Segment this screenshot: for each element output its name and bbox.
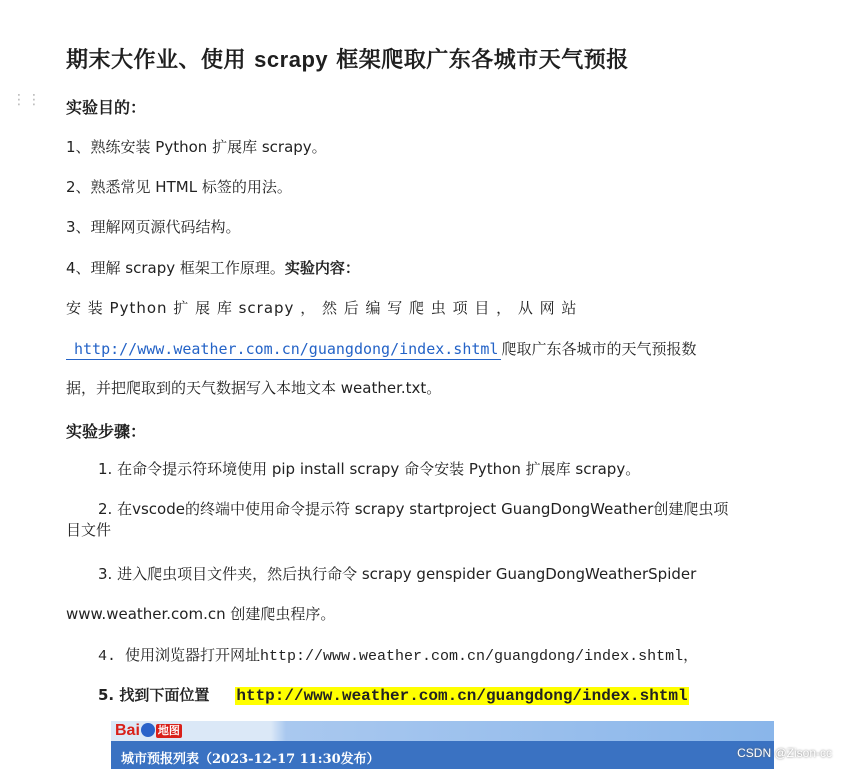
drag-handle-icon[interactable]: ⋮⋮ [12,92,42,108]
step-1: 1. 在命令提示符环境使用 pip install scrapy 命令安装 Python 扩展库 scrapy。 [98,460,641,478]
step-5-highlighted-url: http://www.weather.com.cn/guangdong/index.shtml [236,687,688,705]
step-2-line-2: 目文件 [66,521,112,539]
step-3-line-1: 3. 进入爬虫项目文件夹，然后执行命令 scrapy genspider GuangDongWeatherSpider [98,565,697,583]
step-2-line-1: 2. 在vscode的终端中使用命令提示符 scrapy startproject GuangDongWeather创建爬虫项 [98,500,729,518]
content-line-1: 安 装 Python 扩 展 库 scrapy ， 然 后 编 写 爬 虫 项 目 ， 从 网 站 [66,299,578,317]
document-title [66,43,629,74]
step-3-line-2: www.weather.com.cn 创建爬虫程序。 [66,605,336,623]
title-part-1: 期末大作业、使用 [66,48,255,73]
steps-heading: 实验步骤： [66,422,147,441]
title-part-2: scrapy [254,47,329,72]
purpose-heading: 实验目的： [66,98,147,117]
embedded-screenshot [111,721,774,769]
goal-3: 3、理解网页源代码结构。 [66,218,241,236]
step-5-line [98,684,689,705]
content-heading: 实验内容： [284,259,360,277]
step-5-label: 5. 找到下面位置 [98,686,210,704]
paw-icon [141,723,155,737]
logo-map-box: 地图 [157,725,180,737]
baidu-map-logo: Bai 地图 [115,722,180,739]
content-line-2 [66,338,696,359]
weather-url-link[interactable]: http://www.weather.com.cn/guangdong/index.shtml [66,340,501,360]
content-after-url: 爬取广东各城市的天气预报数 [501,340,697,358]
csdn-watermark: CSDN @Zison-cc [737,746,832,760]
step-4: 4. 使用浏览器打开网址http://www.weather.com.cn/guangdong/index.shtml， [98,648,699,665]
goal-4-line [66,257,360,278]
goal-2: 2、熟悉常见 HTML 标签的用法。 [66,178,292,196]
city-forecast-caption: 城市预报列表（2023-12-17 11:30发布） [121,752,380,767]
content-line-3: 据，并把爬取到的天气数据写入本地文本 weather.txt。 [66,379,442,397]
screenshot-header-bar [111,721,774,741]
goal-1: 1、熟练安装 Python 扩展库 scrapy。 [66,138,327,156]
goal-4: 4、理解 scrapy 框架工作原理。 [66,259,285,277]
title-part-3: 框架爬取广东各城市天气预报 [328,48,629,73]
